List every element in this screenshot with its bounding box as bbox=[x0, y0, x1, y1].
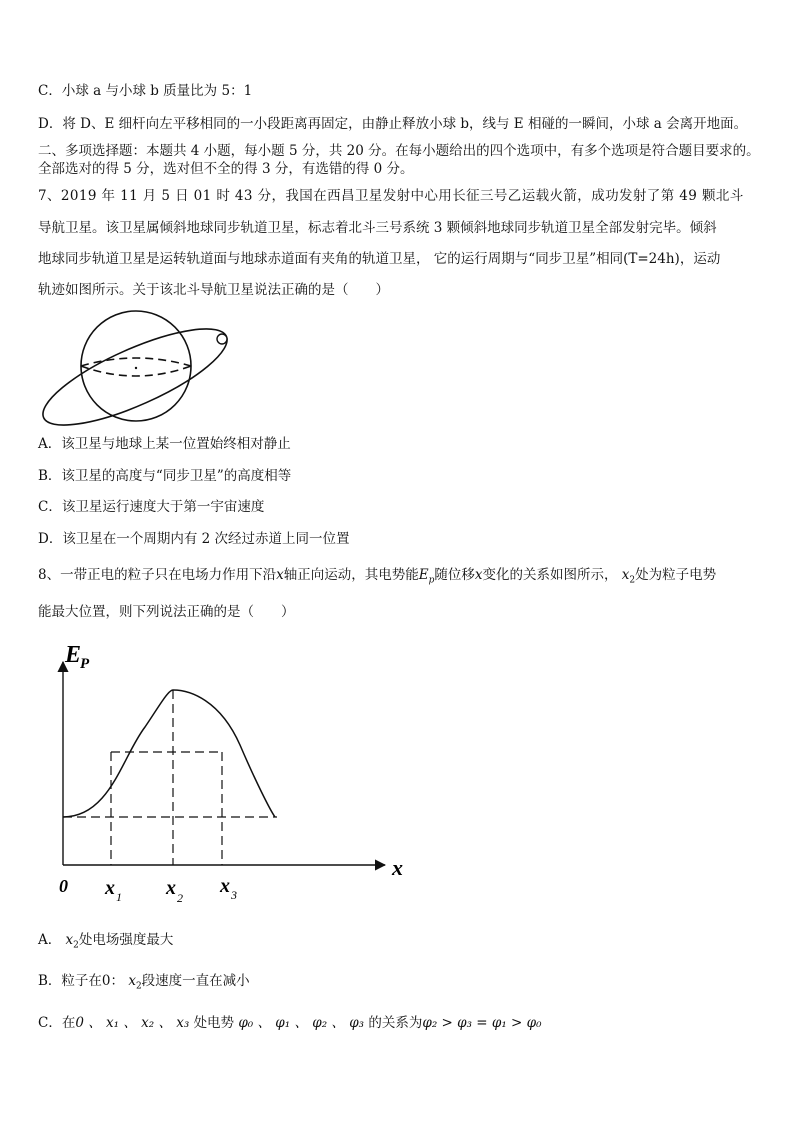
q7-option-b: B．该卫星的高度与“同步卫星”的高度相等 bbox=[38, 468, 292, 484]
origin-label: 0 bbox=[59, 876, 68, 896]
q8-option-c: C．在0 、 x₁ 、 x₂ 、 x₃ 处电势 φ₀ 、 φ₁ 、 φ₂ 、 φ₃ 的关系为φ₂ > φ₃ = φ₁ > φ₀ bbox=[38, 1015, 542, 1031]
option-d-prev: D．将 D、E 细杆向左平移相同的一小段距离再固定，由静止释放小球 b，线与 E 相碰的一瞬间，小球 a 会离开地面。 bbox=[38, 116, 748, 132]
earth-center bbox=[135, 367, 137, 369]
earth-circle bbox=[81, 311, 191, 421]
x1-label: x bbox=[105, 877, 115, 899]
q7-stem-line3: 地球同步轨道卫星是运转轨道面与地球赤道面有夹角的轨道卫星， 它的运行周期与“同步卫星”相同(T=24h)，运动 bbox=[38, 251, 721, 267]
section-two-line1: 二、多项选择题：本题共 4 小题，每小题 5 分，共 20 分。在每小题给出的四个选项中，有多个选项是符合题目要求的。 bbox=[38, 143, 760, 159]
orbit-figure bbox=[36, 308, 236, 426]
x2-sub: 2 bbox=[177, 891, 183, 905]
q8-option-a: A． $x_2$处电场强度最大 bbox=[38, 932, 174, 951]
q8-option-b: B．粒子在0： $x_2$段速度一直在减小 bbox=[38, 973, 250, 992]
q7-stem-line1: 7、2019 年 11 月 5 日 01 时 43 分，我国在西昌卫星发射中心用长征三号乙运载火箭，成功发射了第 49 颗北斗 bbox=[38, 188, 744, 204]
y-axis-sub: P bbox=[80, 656, 90, 672]
q7-option-d: D．该卫星在一个周期内有 2 次经过赤道上同一位置 bbox=[38, 531, 350, 547]
q7-stem-line2: 导航卫星。该卫星属倾斜地球同步轨道卫星，标志着北斗三号系统 3 颗倾斜地球同步轨道卫星全部发射完毕。倾斜 bbox=[38, 220, 717, 236]
ep-graph bbox=[50, 640, 420, 910]
q8-stem-line2: 能最大位置，则下列说法正确的是（ ） bbox=[38, 604, 295, 620]
x3-label: x bbox=[220, 875, 230, 897]
satellite-dot bbox=[217, 334, 227, 344]
section-two-line2: 全部选对的得 5 分，选对但不全的得 3 分，有选错的得 0 分。 bbox=[38, 161, 414, 177]
q7-option-c: C．该卫星运行速度大于第一宇宙速度 bbox=[38, 499, 265, 515]
x-axis-label: x bbox=[392, 855, 403, 880]
y-axis-label: E bbox=[65, 642, 82, 668]
q7-option-a: A．该卫星与地球上某一位置始终相对静止 bbox=[38, 436, 291, 452]
q7-stem-line4: 轨迹如图所示。关于该北斗导航卫星说法正确的是（ ） bbox=[38, 282, 389, 298]
ep-curve bbox=[63, 690, 275, 817]
x3-sub: 3 bbox=[231, 888, 237, 902]
x2-label: x bbox=[166, 877, 176, 899]
x1-sub: 1 bbox=[116, 890, 122, 904]
q8-stem-line1: 8、一带正电的粒子只在电场力作用下沿x轴正向运动，其电势能$E_p$随位移x变化的关系如图所示， $x_2$处为粒子电势 bbox=[38, 567, 717, 586]
option-c-prev: C．小球 a 与小球 b 质量比为 5：1 bbox=[38, 83, 253, 99]
